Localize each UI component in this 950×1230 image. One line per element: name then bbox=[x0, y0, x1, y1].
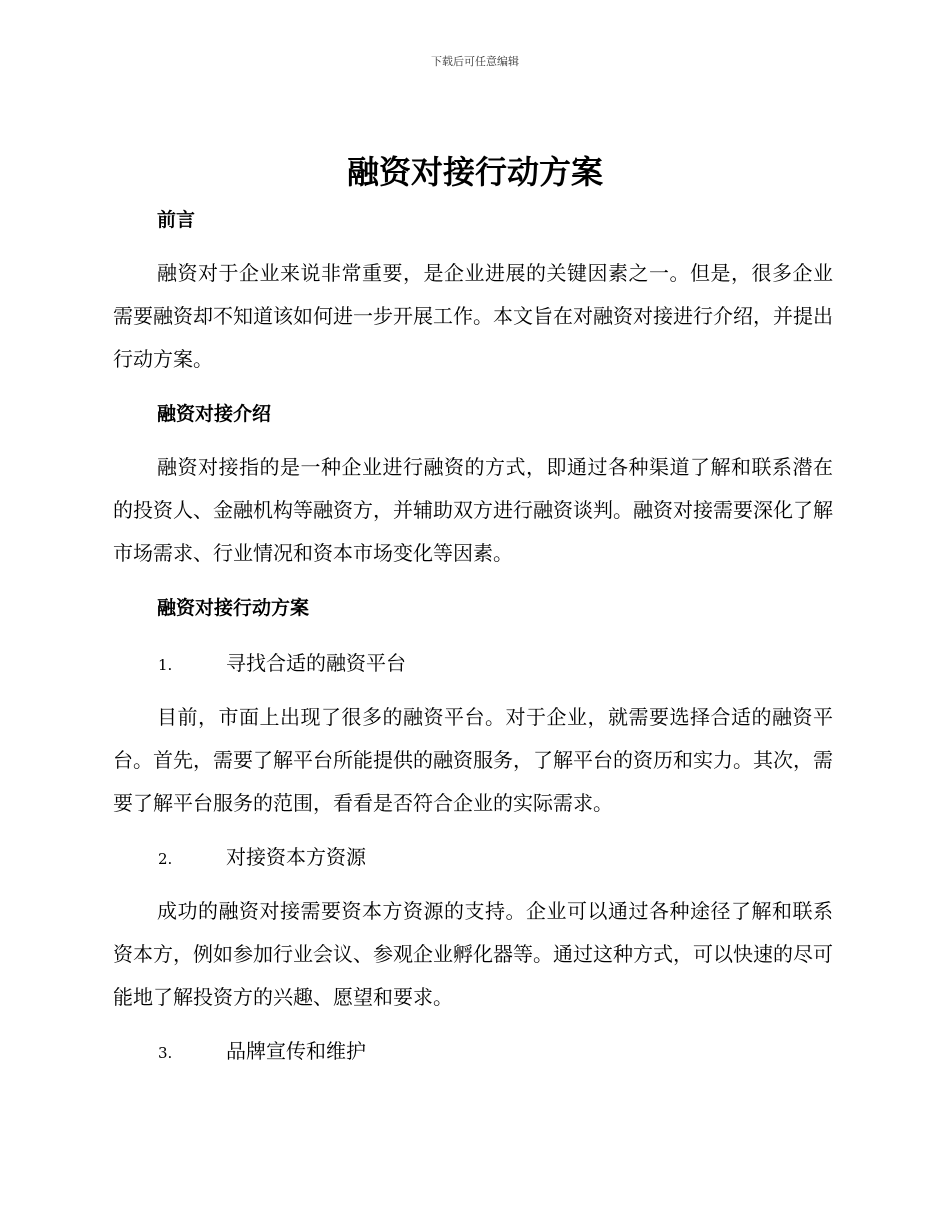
section-heading-intro: 融资对接介绍 bbox=[157, 403, 272, 425]
list-item-number: 3. bbox=[158, 1044, 173, 1062]
paragraph-intro: 融资对接指的是一种企业进行融资的方式，即通过各种渠道了解和联系潜在的投资人、金融机构等融资方，并辅助双方进行融资谈判。融资对接需要深化了解市场需求、行业情况和资本市场变化等因素。 bbox=[113, 455, 833, 565]
list-item bbox=[158, 649, 406, 679]
list-item-title: 寻找合适的融资平台 bbox=[226, 651, 406, 675]
list-item bbox=[158, 843, 366, 873]
list-item-number: 2. bbox=[158, 850, 173, 868]
section-heading-plan: 融资对接行动方案 bbox=[157, 597, 310, 619]
paragraph-preface: 融资对于企业来说非常重要，是企业进展的关键因素之一。但是，很多企业需要融资却不知道该如何进一步开展工作。本文旨在对融资对接进行介绍，并提出行动方案。 bbox=[113, 261, 833, 371]
list-item-title: 品牌宣传和维护 bbox=[226, 1039, 366, 1063]
paragraph-item-2: 成功的融资对接需要资本方资源的支持。企业可以通过各种途径了解和联系资本方，例如参加行业会议、参观企业孵化器等。通过这种方式，可以快速的尽可能地了解投资方的兴趣、愿望和要求。 bbox=[113, 899, 833, 1009]
list-item-title: 对接资本方资源 bbox=[226, 845, 366, 869]
page-header: 下载后可任意编辑 bbox=[431, 55, 519, 68]
document-title: 融资对接行动方案 bbox=[346, 153, 603, 191]
section-heading-preface: 前言 bbox=[157, 209, 196, 231]
list-item bbox=[158, 1037, 366, 1067]
list-item-number: 1. bbox=[158, 656, 173, 674]
paragraph-item-1: 目前，市面上出现了很多的融资平台。对于企业，就需要选择合适的融资平台。首先，需要了解平台所能提供的融资服务，了解平台的资历和实力。其次，需要了解平台服务的范围，看看是否符合企业的实际需求。 bbox=[113, 705, 833, 815]
